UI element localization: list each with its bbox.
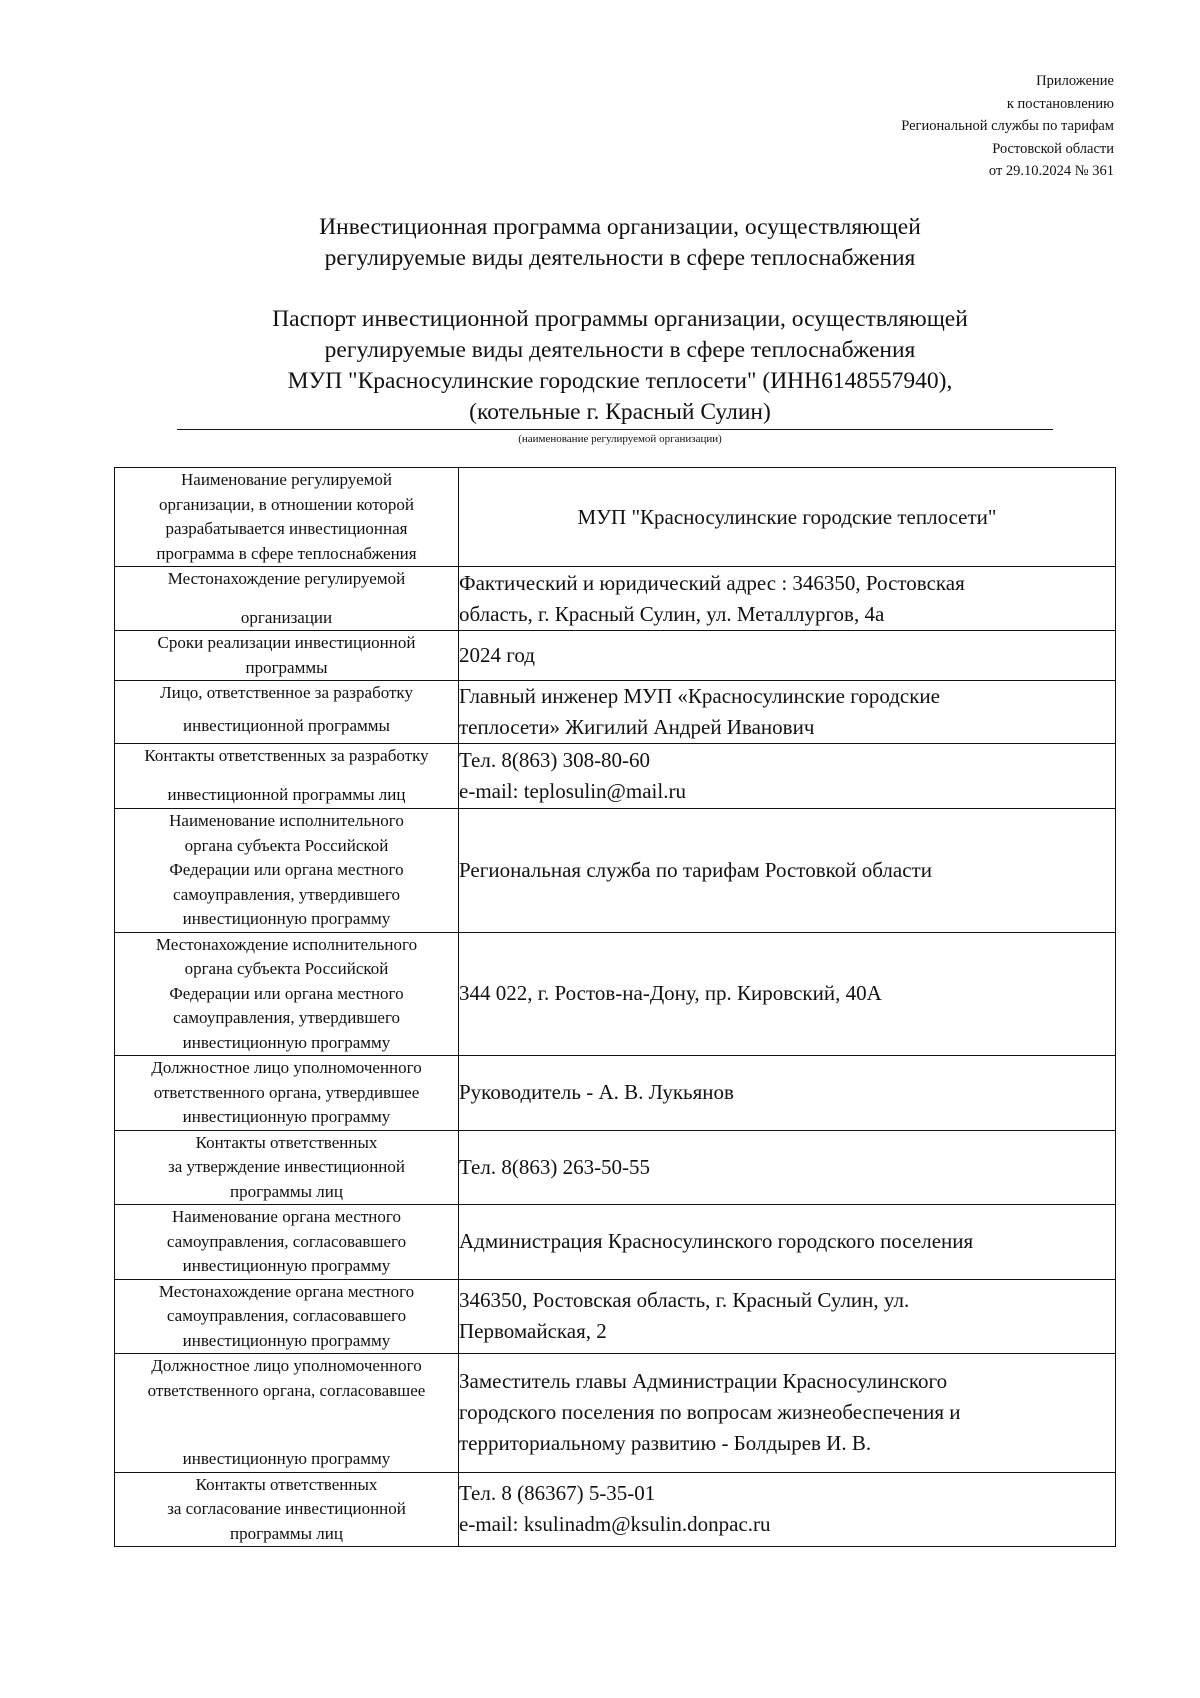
table-row xyxy=(115,681,1116,744)
table-row xyxy=(115,1056,1116,1131)
title-line: Инвестиционная программа организации, осуществляющей xyxy=(319,214,921,240)
table-row xyxy=(115,1354,1116,1473)
row-label: Должностное лицо уполномоченного ответственного органа, согласовавшее инвестиционную программу xyxy=(115,1354,459,1473)
passport-line: регулируемые виды деятельности в сфере теплоснабжения xyxy=(324,337,916,363)
table-row xyxy=(115,932,1116,1056)
appendix-line: от 29.10.2024 № 361 xyxy=(988,163,1114,179)
row-value: Региональная служба по тарифам Ростовкой области xyxy=(459,809,1116,933)
table-row xyxy=(115,1205,1116,1280)
organization-underline xyxy=(177,429,1053,430)
table-row xyxy=(115,744,1116,809)
row-value: 2024 год xyxy=(459,631,1116,681)
row-value: Тел. 8 (86367) 5-35-01 e-mail: ksulinadm@ksulin.donpac.ru xyxy=(459,1472,1116,1547)
row-label: Лицо, ответственное за разработку инвестиционной программы xyxy=(115,681,459,744)
row-value: Главный инженер МУП «Красносулинские городские теплосети» Жигилий Андрей Иванович xyxy=(459,681,1116,744)
passport-line: МУП "Красносулинские городские теплосети" (ИНН6148557940), xyxy=(287,368,953,394)
table-row xyxy=(115,809,1116,933)
appendix-block xyxy=(901,70,1114,183)
row-value: 346350, Ростовская область, г. Красный Сулин, ул. Первомайская, 2 xyxy=(459,1279,1116,1354)
row-value: Тел. 8(863) 263-50-55 xyxy=(459,1130,1116,1205)
row-label: Наименование регулируемой организации, в отношении которой разрабатывается инвестиционная программа в сфере теплоснабжения xyxy=(115,468,459,567)
row-value: Тел. 8(863) 308-80-60 e-mail: teplosulin@mail.ru xyxy=(459,744,1116,809)
table-row xyxy=(115,1279,1116,1354)
appendix-line: к постановлению xyxy=(1006,95,1114,112)
row-value: Руководитель - А. В. Лукьянов xyxy=(459,1056,1116,1131)
row-label: Местонахождение исполнительного органа субъекта Российской Федерации или органа местного самоуправления, утвердившего инвестиционную программу xyxy=(115,932,459,1056)
title-line: регулируемые виды деятельности в сфере теплоснабжения xyxy=(324,245,916,271)
row-value: 344 022, г. Ростов-на-Дону, пр. Кировский, 40А xyxy=(459,932,1116,1056)
row-label: Сроки реализации инвестиционной программы xyxy=(115,631,459,681)
row-label: Местонахождение органа местного самоуправления, согласовавшего инвестиционную программу xyxy=(115,1279,459,1354)
row-label: Местонахождение регулируемой организации xyxy=(115,567,459,631)
appendix-line: Региональной службы по тарифам xyxy=(901,118,1114,134)
row-value: Администрация Красносулинского городского поселения xyxy=(459,1205,1116,1280)
row-label: Контакты ответственных за согласование инвестиционной программы лиц xyxy=(115,1472,459,1547)
table-row xyxy=(115,567,1116,631)
table-row xyxy=(115,1472,1116,1547)
passport-table xyxy=(114,467,1116,1547)
appendix-line: Приложение xyxy=(1036,73,1114,89)
organization-caption: (наименование регулируемой организации) xyxy=(518,433,722,445)
row-label: Контакты ответственных за разработку инвестиционной программы лиц xyxy=(115,744,459,809)
row-value: МУП "Красносулинские городские теплосети" xyxy=(459,468,1116,567)
document-title xyxy=(0,212,1200,274)
appendix-line: Ростовской области xyxy=(992,140,1114,157)
table-row xyxy=(115,631,1116,681)
row-label: Наименование органа местного самоуправления, согласовавшего инвестиционную программу xyxy=(115,1205,459,1280)
row-label: Контакты ответственных за утверждение инвестиционной программы лиц xyxy=(115,1130,459,1205)
passport-heading xyxy=(0,304,1200,428)
row-value: Фактический и юридический адрес : 346350, Ростовская область, г. Красный Сулин, ул. Металлургов, 4а xyxy=(459,567,1116,631)
row-value: Заместитель главы Администрации Красносулинского городского поселения по вопросам жизнеобеспечения и территориальному развитию - Болдырев И. В. xyxy=(459,1354,1116,1473)
passport-line: (котельные г. Красный Сулин) xyxy=(469,399,771,425)
table-row xyxy=(115,1130,1116,1205)
passport-line: Паспорт инвестиционной программы организации, осуществляющей xyxy=(272,306,968,332)
row-label: Должностное лицо уполномоченного ответственного органа, утвердившее инвестиционную программу xyxy=(115,1056,459,1131)
table-row xyxy=(115,468,1116,567)
row-label: Наименование исполнительного органа субъекта Российской Федерации или органа местного самоуправления, утвердившего инвестиционную программу xyxy=(115,809,459,933)
